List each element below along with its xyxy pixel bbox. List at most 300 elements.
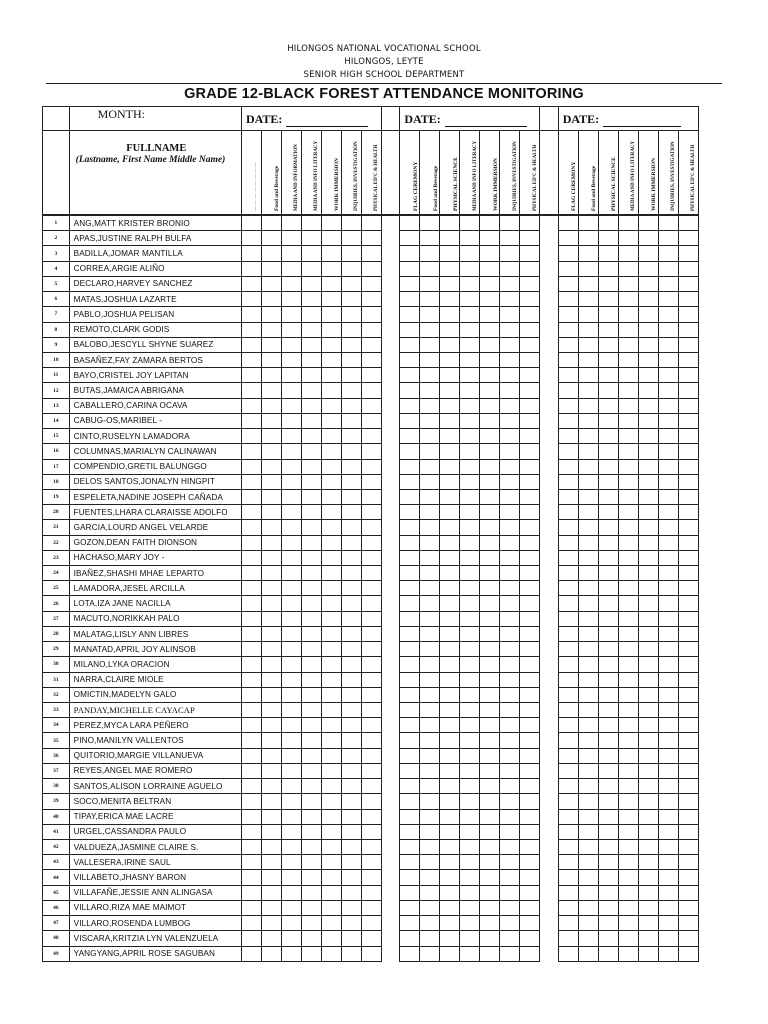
attendance-cell[interactable] xyxy=(420,231,440,246)
attendance-cell[interactable] xyxy=(520,261,540,276)
attendance-cell[interactable] xyxy=(520,383,540,398)
attendance-cell[interactable] xyxy=(361,292,381,307)
attendance-cell[interactable] xyxy=(578,231,598,246)
attendance-cell[interactable] xyxy=(480,246,500,261)
attendance-cell[interactable] xyxy=(500,809,520,824)
attendance-cell[interactable] xyxy=(301,337,321,352)
attendance-cell[interactable] xyxy=(440,413,460,428)
attendance-cell[interactable] xyxy=(558,642,578,657)
attendance-cell[interactable] xyxy=(341,231,361,246)
attendance-cell[interactable] xyxy=(301,322,321,337)
attendance-cell[interactable] xyxy=(658,216,678,231)
attendance-cell[interactable] xyxy=(618,657,638,672)
attendance-cell[interactable] xyxy=(638,885,658,900)
attendance-cell[interactable] xyxy=(480,672,500,687)
attendance-cell[interactable] xyxy=(341,763,361,778)
attendance-cell[interactable] xyxy=(460,383,480,398)
attendance-cell[interactable] xyxy=(500,444,520,459)
attendance-cell[interactable] xyxy=(598,216,618,231)
attendance-cell[interactable] xyxy=(558,946,578,961)
attendance-cell[interactable] xyxy=(618,763,638,778)
attendance-cell[interactable] xyxy=(241,352,261,367)
attendance-cell[interactable] xyxy=(638,626,658,641)
attendance-cell[interactable] xyxy=(500,839,520,854)
attendance-cell[interactable] xyxy=(241,672,261,687)
attendance-cell[interactable] xyxy=(261,946,281,961)
attendance-cell[interactable] xyxy=(500,733,520,748)
attendance-cell[interactable] xyxy=(598,307,618,322)
attendance-cell[interactable] xyxy=(638,535,658,550)
attendance-cell[interactable] xyxy=(420,459,440,474)
attendance-cell[interactable] xyxy=(420,474,440,489)
attendance-cell[interactable] xyxy=(658,550,678,565)
attendance-cell[interactable] xyxy=(420,596,440,611)
attendance-cell[interactable] xyxy=(618,337,638,352)
attendance-cell[interactable] xyxy=(321,870,341,885)
attendance-cell[interactable] xyxy=(440,946,460,961)
attendance-cell[interactable] xyxy=(400,748,420,763)
attendance-cell[interactable] xyxy=(480,611,500,626)
attendance-cell[interactable] xyxy=(460,398,480,413)
attendance-cell[interactable] xyxy=(440,505,460,520)
attendance-cell[interactable] xyxy=(400,596,420,611)
attendance-cell[interactable] xyxy=(361,216,381,231)
attendance-cell[interactable] xyxy=(400,642,420,657)
attendance-cell[interactable] xyxy=(678,687,698,702)
attendance-cell[interactable] xyxy=(578,246,598,261)
attendance-cell[interactable] xyxy=(460,839,480,854)
attendance-cell[interactable] xyxy=(618,733,638,748)
attendance-cell[interactable] xyxy=(261,429,281,444)
attendance-cell[interactable] xyxy=(678,885,698,900)
attendance-cell[interactable] xyxy=(658,566,678,581)
attendance-cell[interactable] xyxy=(598,322,618,337)
attendance-cell[interactable] xyxy=(480,337,500,352)
attendance-cell[interactable] xyxy=(440,870,460,885)
attendance-cell[interactable] xyxy=(341,946,361,961)
attendance-cell[interactable] xyxy=(261,276,281,291)
attendance-cell[interactable] xyxy=(618,748,638,763)
attendance-cell[interactable] xyxy=(321,246,341,261)
attendance-cell[interactable] xyxy=(241,307,261,322)
attendance-cell[interactable] xyxy=(361,642,381,657)
attendance-cell[interactable] xyxy=(578,703,598,718)
attendance-cell[interactable] xyxy=(638,855,658,870)
attendance-cell[interactable] xyxy=(241,368,261,383)
attendance-cell[interactable] xyxy=(361,779,381,794)
attendance-cell[interactable] xyxy=(578,748,598,763)
attendance-cell[interactable] xyxy=(460,748,480,763)
attendance-cell[interactable] xyxy=(558,383,578,398)
attendance-cell[interactable] xyxy=(638,489,658,504)
attendance-cell[interactable] xyxy=(598,824,618,839)
attendance-cell[interactable] xyxy=(500,779,520,794)
attendance-cell[interactable] xyxy=(598,870,618,885)
attendance-cell[interactable] xyxy=(241,870,261,885)
attendance-cell[interactable] xyxy=(638,611,658,626)
attendance-cell[interactable] xyxy=(400,809,420,824)
attendance-cell[interactable] xyxy=(578,657,598,672)
attendance-cell[interactable] xyxy=(598,566,618,581)
attendance-cell[interactable] xyxy=(558,505,578,520)
attendance-cell[interactable] xyxy=(261,794,281,809)
attendance-cell[interactable] xyxy=(460,520,480,535)
attendance-cell[interactable] xyxy=(480,352,500,367)
attendance-cell[interactable] xyxy=(520,535,540,550)
attendance-cell[interactable] xyxy=(638,566,658,581)
attendance-cell[interactable] xyxy=(618,261,638,276)
attendance-cell[interactable] xyxy=(420,292,440,307)
attendance-cell[interactable] xyxy=(500,855,520,870)
attendance-cell[interactable] xyxy=(361,916,381,931)
attendance-cell[interactable] xyxy=(301,748,321,763)
attendance-cell[interactable] xyxy=(341,779,361,794)
attendance-cell[interactable] xyxy=(460,718,480,733)
attendance-cell[interactable] xyxy=(658,581,678,596)
attendance-cell[interactable] xyxy=(361,839,381,854)
date-blank[interactable] xyxy=(445,115,527,127)
attendance-cell[interactable] xyxy=(341,870,361,885)
attendance-cell[interactable] xyxy=(361,276,381,291)
attendance-cell[interactable] xyxy=(480,839,500,854)
attendance-cell[interactable] xyxy=(558,657,578,672)
attendance-cell[interactable] xyxy=(341,703,361,718)
attendance-cell[interactable] xyxy=(261,596,281,611)
attendance-cell[interactable] xyxy=(261,474,281,489)
attendance-cell[interactable] xyxy=(281,642,301,657)
attendance-cell[interactable] xyxy=(558,839,578,854)
attendance-cell[interactable] xyxy=(361,398,381,413)
attendance-cell[interactable] xyxy=(281,231,301,246)
attendance-cell[interactable] xyxy=(301,733,321,748)
attendance-cell[interactable] xyxy=(598,231,618,246)
attendance-cell[interactable] xyxy=(341,216,361,231)
attendance-cell[interactable] xyxy=(500,596,520,611)
attendance-cell[interactable] xyxy=(400,246,420,261)
attendance-cell[interactable] xyxy=(480,824,500,839)
attendance-cell[interactable] xyxy=(638,748,658,763)
attendance-cell[interactable] xyxy=(400,429,420,444)
attendance-cell[interactable] xyxy=(520,733,540,748)
attendance-cell[interactable] xyxy=(638,900,658,915)
attendance-cell[interactable] xyxy=(578,535,598,550)
attendance-cell[interactable] xyxy=(520,413,540,428)
attendance-cell[interactable] xyxy=(500,626,520,641)
attendance-cell[interactable] xyxy=(558,352,578,367)
attendance-cell[interactable] xyxy=(261,687,281,702)
attendance-cell[interactable] xyxy=(301,763,321,778)
attendance-cell[interactable] xyxy=(341,611,361,626)
attendance-cell[interactable] xyxy=(460,459,480,474)
attendance-cell[interactable] xyxy=(400,855,420,870)
attendance-cell[interactable] xyxy=(261,779,281,794)
attendance-cell[interactable] xyxy=(400,763,420,778)
attendance-cell[interactable] xyxy=(480,489,500,504)
attendance-cell[interactable] xyxy=(578,474,598,489)
attendance-cell[interactable] xyxy=(480,718,500,733)
attendance-cell[interactable] xyxy=(598,748,618,763)
attendance-cell[interactable] xyxy=(420,779,440,794)
attendance-cell[interactable] xyxy=(520,779,540,794)
attendance-cell[interactable] xyxy=(341,352,361,367)
attendance-cell[interactable] xyxy=(618,870,638,885)
attendance-cell[interactable] xyxy=(678,352,698,367)
attendance-cell[interactable] xyxy=(578,489,598,504)
attendance-cell[interactable] xyxy=(261,322,281,337)
attendance-cell[interactable] xyxy=(301,885,321,900)
attendance-cell[interactable] xyxy=(420,520,440,535)
attendance-cell[interactable] xyxy=(440,779,460,794)
attendance-cell[interactable] xyxy=(678,535,698,550)
attendance-cell[interactable] xyxy=(440,703,460,718)
attendance-cell[interactable] xyxy=(520,459,540,474)
attendance-cell[interactable] xyxy=(480,429,500,444)
attendance-cell[interactable] xyxy=(558,687,578,702)
attendance-cell[interactable] xyxy=(578,368,598,383)
attendance-cell[interactable] xyxy=(361,352,381,367)
attendance-cell[interactable] xyxy=(341,931,361,946)
attendance-cell[interactable] xyxy=(261,748,281,763)
attendance-cell[interactable] xyxy=(578,824,598,839)
attendance-cell[interactable] xyxy=(440,337,460,352)
attendance-cell[interactable] xyxy=(500,520,520,535)
attendance-cell[interactable] xyxy=(261,855,281,870)
attendance-cell[interactable] xyxy=(658,352,678,367)
attendance-cell[interactable] xyxy=(658,596,678,611)
attendance-cell[interactable] xyxy=(480,383,500,398)
attendance-cell[interactable] xyxy=(400,916,420,931)
attendance-cell[interactable] xyxy=(341,276,361,291)
attendance-cell[interactable] xyxy=(658,763,678,778)
attendance-cell[interactable] xyxy=(281,626,301,641)
attendance-cell[interactable] xyxy=(321,642,341,657)
attendance-cell[interactable] xyxy=(678,824,698,839)
attendance-cell[interactable] xyxy=(281,368,301,383)
attendance-cell[interactable] xyxy=(361,931,381,946)
attendance-cell[interactable] xyxy=(281,246,301,261)
attendance-cell[interactable] xyxy=(678,368,698,383)
attendance-cell[interactable] xyxy=(261,642,281,657)
attendance-cell[interactable] xyxy=(678,718,698,733)
attendance-cell[interactable] xyxy=(420,748,440,763)
attendance-cell[interactable] xyxy=(500,307,520,322)
attendance-cell[interactable] xyxy=(460,672,480,687)
attendance-cell[interactable] xyxy=(500,413,520,428)
attendance-cell[interactable] xyxy=(480,733,500,748)
attendance-cell[interactable] xyxy=(678,429,698,444)
attendance-cell[interactable] xyxy=(618,520,638,535)
attendance-cell[interactable] xyxy=(618,687,638,702)
attendance-cell[interactable] xyxy=(618,581,638,596)
attendance-cell[interactable] xyxy=(400,657,420,672)
attendance-cell[interactable] xyxy=(480,322,500,337)
attendance-cell[interactable] xyxy=(341,337,361,352)
attendance-cell[interactable] xyxy=(480,809,500,824)
attendance-cell[interactable] xyxy=(241,474,261,489)
attendance-cell[interactable] xyxy=(281,322,301,337)
attendance-cell[interactable] xyxy=(361,748,381,763)
attendance-cell[interactable] xyxy=(480,642,500,657)
attendance-cell[interactable] xyxy=(361,870,381,885)
attendance-cell[interactable] xyxy=(558,276,578,291)
attendance-cell[interactable] xyxy=(598,246,618,261)
attendance-cell[interactable] xyxy=(361,261,381,276)
attendance-cell[interactable] xyxy=(638,216,658,231)
attendance-cell[interactable] xyxy=(420,352,440,367)
attendance-cell[interactable] xyxy=(578,763,598,778)
attendance-cell[interactable] xyxy=(301,855,321,870)
attendance-cell[interactable] xyxy=(480,657,500,672)
attendance-cell[interactable] xyxy=(261,672,281,687)
attendance-cell[interactable] xyxy=(500,246,520,261)
attendance-cell[interactable] xyxy=(321,337,341,352)
attendance-cell[interactable] xyxy=(420,383,440,398)
attendance-cell[interactable] xyxy=(658,916,678,931)
attendance-cell[interactable] xyxy=(261,444,281,459)
attendance-cell[interactable] xyxy=(341,505,361,520)
attendance-cell[interactable] xyxy=(598,276,618,291)
attendance-cell[interactable] xyxy=(578,839,598,854)
attendance-cell[interactable] xyxy=(520,292,540,307)
attendance-cell[interactable] xyxy=(241,642,261,657)
attendance-cell[interactable] xyxy=(500,276,520,291)
attendance-cell[interactable] xyxy=(618,596,638,611)
attendance-cell[interactable] xyxy=(440,383,460,398)
attendance-cell[interactable] xyxy=(618,839,638,854)
attendance-cell[interactable] xyxy=(440,550,460,565)
attendance-cell[interactable] xyxy=(578,809,598,824)
attendance-cell[interactable] xyxy=(678,748,698,763)
attendance-cell[interactable] xyxy=(658,672,678,687)
attendance-cell[interactable] xyxy=(420,763,440,778)
attendance-cell[interactable] xyxy=(520,276,540,291)
attendance-cell[interactable] xyxy=(281,672,301,687)
attendance-cell[interactable] xyxy=(440,429,460,444)
attendance-cell[interactable] xyxy=(361,596,381,611)
attendance-cell[interactable] xyxy=(658,900,678,915)
attendance-cell[interactable] xyxy=(578,505,598,520)
attendance-cell[interactable] xyxy=(500,459,520,474)
date-blank[interactable] xyxy=(286,115,368,127)
attendance-cell[interactable] xyxy=(400,520,420,535)
attendance-cell[interactable] xyxy=(341,718,361,733)
attendance-cell[interactable] xyxy=(321,900,341,915)
attendance-cell[interactable] xyxy=(480,550,500,565)
attendance-cell[interactable] xyxy=(301,535,321,550)
attendance-cell[interactable] xyxy=(638,946,658,961)
attendance-cell[interactable] xyxy=(618,794,638,809)
attendance-cell[interactable] xyxy=(598,368,618,383)
attendance-cell[interactable] xyxy=(558,246,578,261)
attendance-cell[interactable] xyxy=(301,505,321,520)
attendance-cell[interactable] xyxy=(678,870,698,885)
attendance-cell[interactable] xyxy=(361,322,381,337)
attendance-cell[interactable] xyxy=(480,474,500,489)
attendance-cell[interactable] xyxy=(321,748,341,763)
attendance-cell[interactable] xyxy=(261,383,281,398)
attendance-cell[interactable] xyxy=(578,733,598,748)
attendance-cell[interactable] xyxy=(301,231,321,246)
attendance-cell[interactable] xyxy=(598,413,618,428)
attendance-cell[interactable] xyxy=(658,337,678,352)
attendance-cell[interactable] xyxy=(618,703,638,718)
attendance-cell[interactable] xyxy=(341,626,361,641)
attendance-cell[interactable] xyxy=(460,566,480,581)
attendance-cell[interactable] xyxy=(261,900,281,915)
attendance-cell[interactable] xyxy=(678,383,698,398)
attendance-cell[interactable] xyxy=(558,885,578,900)
attendance-cell[interactable] xyxy=(261,489,281,504)
attendance-cell[interactable] xyxy=(321,307,341,322)
attendance-cell[interactable] xyxy=(678,550,698,565)
attendance-cell[interactable] xyxy=(480,505,500,520)
attendance-cell[interactable] xyxy=(480,931,500,946)
attendance-cell[interactable] xyxy=(558,337,578,352)
attendance-cell[interactable] xyxy=(301,429,321,444)
attendance-cell[interactable] xyxy=(440,642,460,657)
attendance-cell[interactable] xyxy=(500,687,520,702)
attendance-cell[interactable] xyxy=(261,307,281,322)
attendance-cell[interactable] xyxy=(678,733,698,748)
attendance-cell[interactable] xyxy=(598,855,618,870)
attendance-cell[interactable] xyxy=(440,596,460,611)
attendance-cell[interactable] xyxy=(638,733,658,748)
attendance-cell[interactable] xyxy=(440,459,460,474)
attendance-cell[interactable] xyxy=(480,520,500,535)
attendance-cell[interactable] xyxy=(678,611,698,626)
attendance-cell[interactable] xyxy=(261,703,281,718)
attendance-cell[interactable] xyxy=(578,900,598,915)
attendance-cell[interactable] xyxy=(440,246,460,261)
attendance-cell[interactable] xyxy=(440,474,460,489)
attendance-cell[interactable] xyxy=(558,916,578,931)
attendance-cell[interactable] xyxy=(241,550,261,565)
attendance-cell[interactable] xyxy=(400,687,420,702)
attendance-cell[interactable] xyxy=(500,794,520,809)
attendance-cell[interactable] xyxy=(301,352,321,367)
attendance-cell[interactable] xyxy=(480,581,500,596)
attendance-cell[interactable] xyxy=(618,946,638,961)
attendance-cell[interactable] xyxy=(460,870,480,885)
attendance-cell[interactable] xyxy=(420,794,440,809)
attendance-cell[interactable] xyxy=(618,459,638,474)
attendance-cell[interactable] xyxy=(341,916,361,931)
attendance-cell[interactable] xyxy=(241,657,261,672)
attendance-cell[interactable] xyxy=(301,246,321,261)
attendance-cell[interactable] xyxy=(658,459,678,474)
attendance-cell[interactable] xyxy=(420,368,440,383)
attendance-cell[interactable] xyxy=(420,413,440,428)
attendance-cell[interactable] xyxy=(638,292,658,307)
attendance-cell[interactable] xyxy=(678,763,698,778)
attendance-cell[interactable] xyxy=(558,489,578,504)
attendance-cell[interactable] xyxy=(520,916,540,931)
attendance-cell[interactable] xyxy=(678,520,698,535)
attendance-cell[interactable] xyxy=(638,703,658,718)
attendance-cell[interactable] xyxy=(321,413,341,428)
attendance-cell[interactable] xyxy=(578,398,598,413)
attendance-cell[interactable] xyxy=(281,505,301,520)
attendance-cell[interactable] xyxy=(558,824,578,839)
attendance-cell[interactable] xyxy=(658,474,678,489)
attendance-cell[interactable] xyxy=(558,931,578,946)
attendance-cell[interactable] xyxy=(520,611,540,626)
attendance-cell[interactable] xyxy=(361,611,381,626)
attendance-cell[interactable] xyxy=(321,231,341,246)
attendance-cell[interactable] xyxy=(678,261,698,276)
attendance-cell[interactable] xyxy=(638,261,658,276)
attendance-cell[interactable] xyxy=(341,733,361,748)
